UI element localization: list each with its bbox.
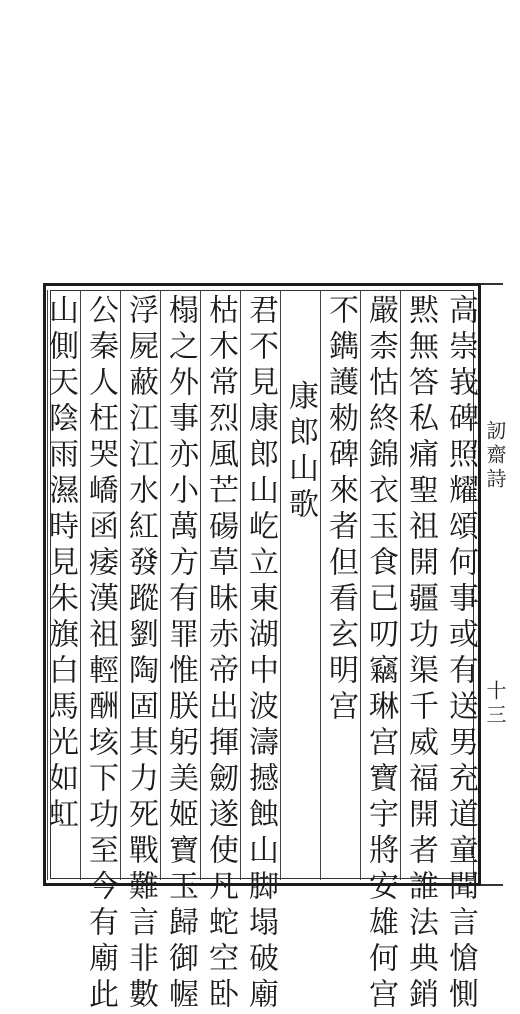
text-column-1: 高崇峩碑照耀頌何事或有送男充道童聞言愴惻 bbox=[443, 294, 478, 1014]
poem-title: 康郎山歌 bbox=[280, 290, 320, 880]
text-column-10: 公秦人枉哭嶠函痿漢祖輕酬垓下功至今有廟此 bbox=[80, 290, 120, 880]
text-column-8: 榻之外事亦小萬方有罪惟朕躬美姬寶玉歸御幄 bbox=[160, 290, 200, 880]
text-column-2: 黙無答私痛聖祖開疆功渠千威福開者誰法典銷 bbox=[400, 290, 440, 880]
text-column-6: 君不見康郎山屹立東湖中波濤撼蝕山脚塌破廟 bbox=[240, 290, 280, 880]
margin-folio-number: 十三 bbox=[483, 680, 507, 728]
text-column-4: 不鐫護勑碑來者但看玄明宫 bbox=[320, 290, 360, 880]
text-column-7: 枯木常烈風芒碭草昧赤帝出揮劒遂使凡蛇空卧 bbox=[200, 290, 240, 880]
margin-book-title: 訒齋詩 bbox=[483, 420, 507, 492]
text-column-11: 山側天陰雨濕時見朱旗白馬光如虹 bbox=[47, 290, 80, 880]
text-column-3: 嚴柰怙終錦衣玉食已叨竊琳宫寶宇將安雄何宫 bbox=[360, 290, 400, 880]
text-column-9: 浮屍蔽江江水紅發蹤劉陶固其力死戰難言非數 bbox=[120, 290, 160, 880]
page-margin-strip bbox=[481, 283, 503, 886]
